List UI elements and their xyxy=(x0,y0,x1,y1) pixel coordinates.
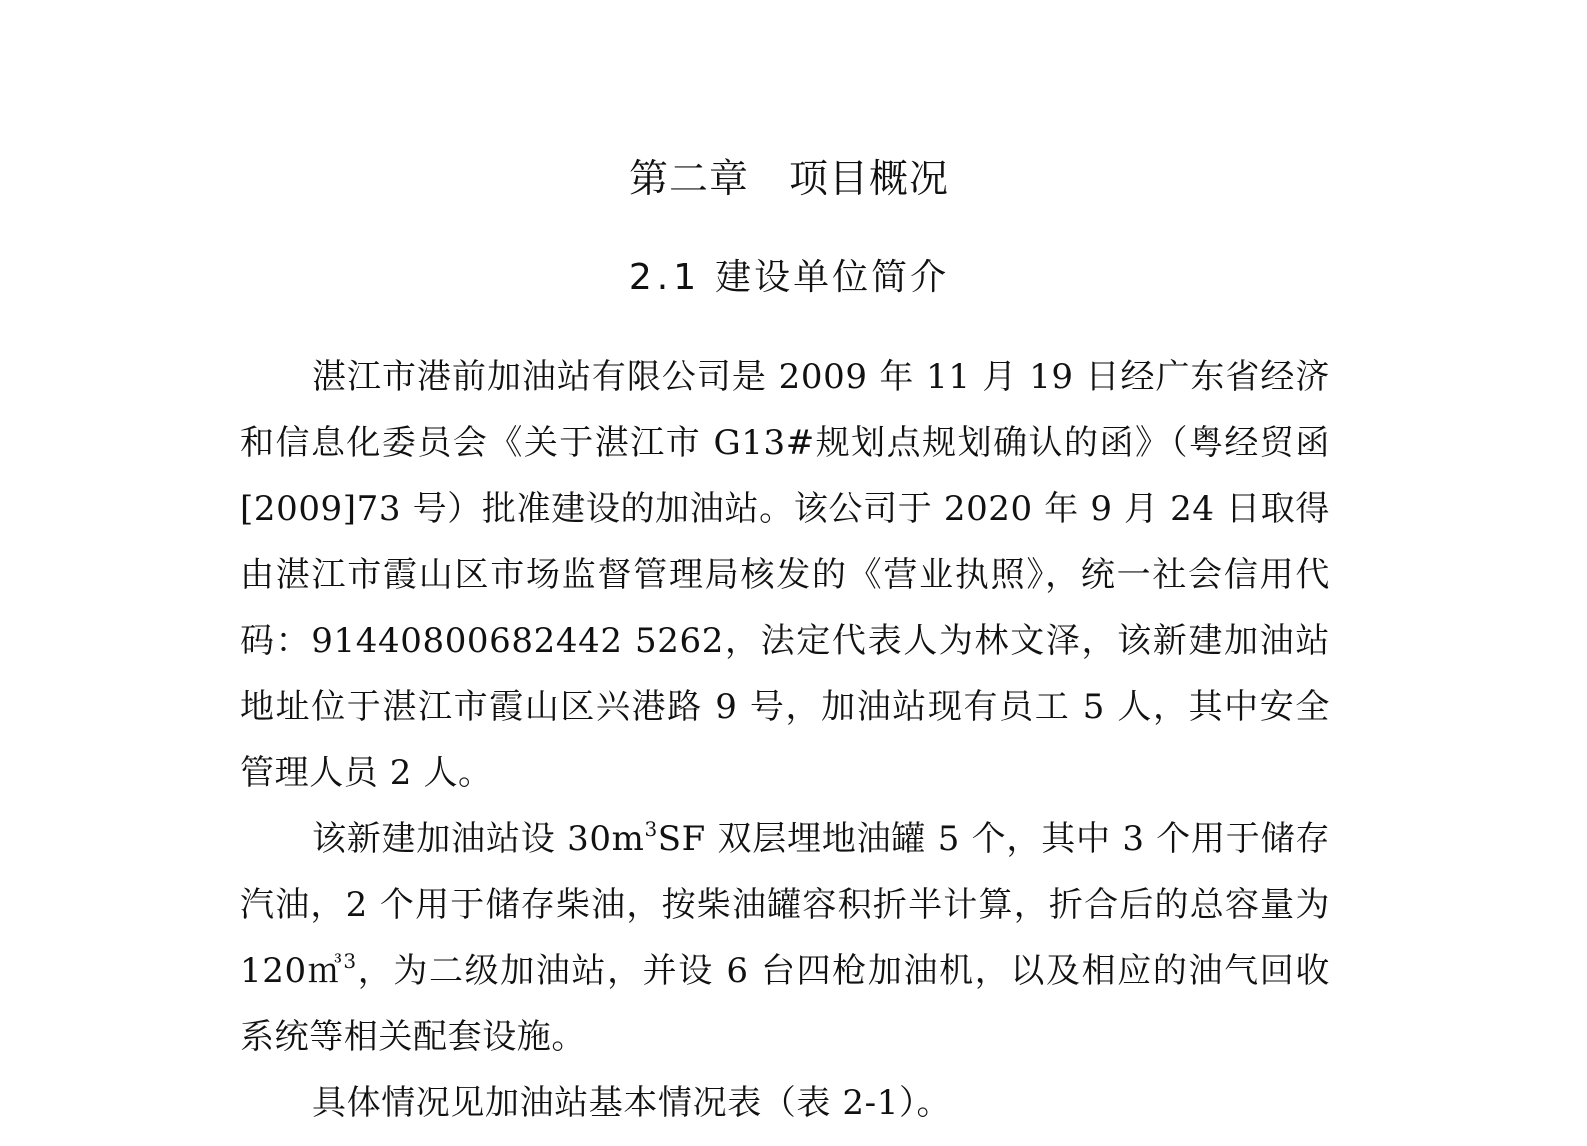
paragraph-station-facilities xyxy=(240,806,1330,1070)
section-title: 建设单位简介 xyxy=(715,257,950,298)
section-number: 2.1 xyxy=(628,257,702,298)
chapter-label: 第二章 xyxy=(628,157,749,202)
paragraph-company-intro: 湛江市港前加油站有限公司是 2009 年 11 月 19 日经广东省经济和信息化委员会《关于湛江市 G13#规划点规划确认的函》（粤经贸函[2009]73 号）批准建设的加油站。该公司于 2020 年 9 月 24 日取得由湛江市霞山区市场监督管理局核发的《营业执照》，统一社会信用代码：91440800682442 5262，法定代表人为林文泽，该新建加油站地址位于湛江市霞山区兴港路 9 号，加油站现有员工 5 人，其中安全管理人员 2 人。 xyxy=(240,357,1330,793)
section-heading xyxy=(240,248,1330,308)
facilities-text-part1: 该新建加油站设 30m xyxy=(312,819,645,859)
paragraph-table-reference: 具体情况见加油站基本情况表（表 2-1）。 xyxy=(312,1083,952,1123)
facilities-text-part2: SF 双层埋地油罐 5 个，其中 3 个用于储存汽油，2 个用于储存柴油，按柴油罐容积折半计算，折合后的总容量为 120㎥ xyxy=(240,819,1330,991)
superscript-cubic-1: 3 xyxy=(644,817,658,841)
chapter-heading xyxy=(240,150,1330,210)
facilities-text-part3: ，为二级加油站，并设 6 台四枪加油机，以及相应的油气回收系统等相关配套设施。 xyxy=(240,951,1330,1057)
chapter-title: 项目概况 xyxy=(789,157,950,202)
superscript-cubic-2: 3 xyxy=(343,949,357,973)
